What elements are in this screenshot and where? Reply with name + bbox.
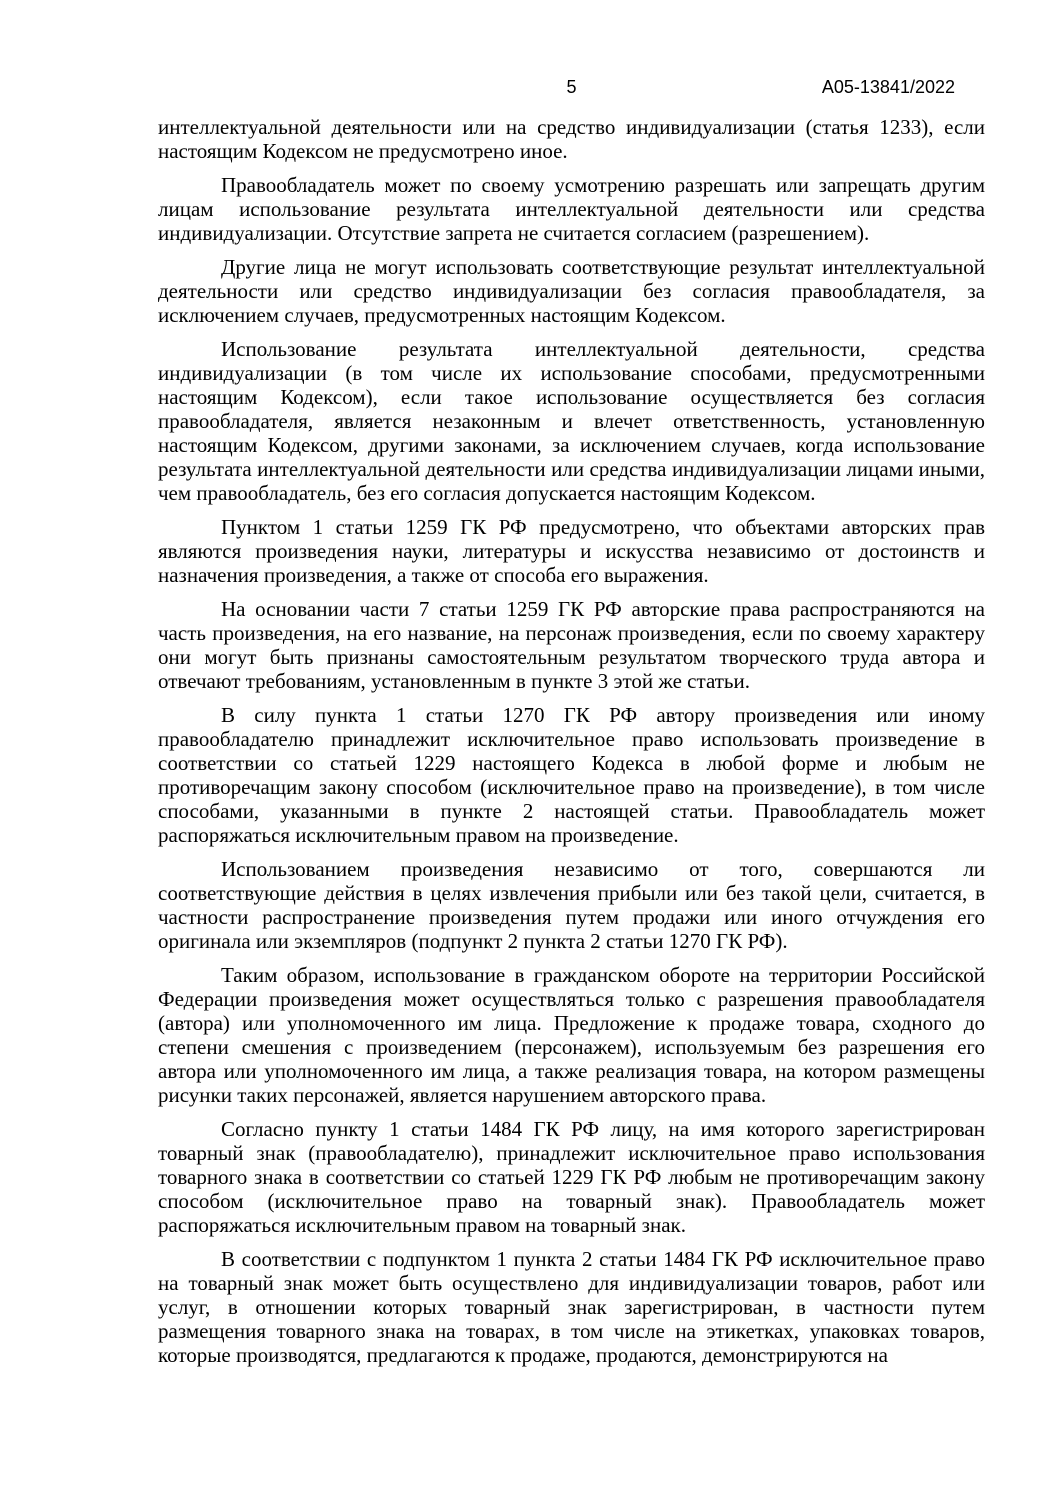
document-body <box>158 115 985 1367</box>
case-number: А05-13841/2022 <box>821 77 955 97</box>
page-header <box>158 77 985 98</box>
paragraph: Использование результата интеллектуальной деятельности, средства индивидуализации (в том числе их использование способами, предусмотренными настоящим Кодексом), если такое использование осуществляется без согласия правообладателя, является незаконным и влечет ответственность, установленную настоящим Кодексом, другими законами, за исключением случаев, когда использование результата интеллектуальной деятельности или средства индивидуализации лицами иными, чем правообладатель, без его согласия допускается настоящим Кодексом. <box>158 337 985 505</box>
paragraph: Таким образом, использование в гражданском обороте на территории Российской Федерации произведения может осуществляться только с разрешения правообладателя (автора) или уполномоченного им лица. Предложение к продаже товара, сходного до степени смешения с произведением (персонажем), используемым без разрешения его автора или уполномоченного им лица, а также реализация товара, на котором размещены рисунки таких персонажей, является нарушением авторского права. <box>158 963 985 1107</box>
paragraph: Правообладатель может по своему усмотрению разрешать или запрещать другим лицам использование результата интеллектуальной деятельности или средства индивидуализации. Отсутствие запрета не считается согласием (разрешением). <box>158 173 985 245</box>
paragraph: В соответствии с подпунктом 1 пункта 2 статьи 1484 ГК РФ исключительное право на товарный знак может быть осуществлено для индивидуализации товаров, работ или услуг, в отношении которых товарный знак зарегистрирован, в частности путем размещения товарного знака на товарах, в том числе на этикетках, упаковках товаров, которые производятся, предлагаются к продаже, продаются, демонстрируются на <box>158 1247 985 1367</box>
paragraph: На основании части 7 статьи 1259 ГК РФ авторские права распространяются на часть произведения, на его название, на персонаж произведения, если по своему характеру они могут быть признаны самостоятельным результатом творческого труда автора и отвечают требованиям, установленным в пункте 3 этой же статьи. <box>158 597 985 693</box>
page-content <box>158 77 985 1377</box>
paragraph: Другие лица не могут использовать соответствующие результат интеллектуальной деятельности или средство индивидуализации без согласия правообладателя, за исключением случаев, предусмотренных настоящим Кодексом. <box>158 255 985 327</box>
paragraph: Использованием произведения независимо от того, совершаются ли соответствующие действия в целях извлечения прибыли или без такой цели, считается, в частности распространение произведения путем продажи или иного отчуждения его оригинала или экземпляров (подпункт 2 пункта 2 статьи 1270 ГК РФ). <box>158 857 985 953</box>
paragraph: Пунктом 1 статьи 1259 ГК РФ предусмотрено, что объектами авторских прав являются произведения науки, литературы и искусства независимо от достоинств и назначения произведения, а также от способа его выражения. <box>158 515 985 587</box>
paragraph: Согласно пункту 1 статьи 1484 ГК РФ лицу, на имя которого зарегистрирован товарный знак (правообладателю), принадлежит исключительное право использования товарного знака в соответствии со статьей 1229 ГК РФ любым не противоречащим закону способом (исключительное право на товарный знак). Правообладатель может распоряжаться исключительным правом на товарный знак. <box>158 1117 985 1237</box>
page-number: 5 <box>566 77 577 97</box>
paragraph: интеллектуальной деятельности или на средство индивидуализации (статья 1233), если настоящим Кодексом не предусмотрено иное. <box>158 115 985 163</box>
paragraph: В силу пункта 1 статьи 1270 ГК РФ автору произведения или иному правообладателю принадлежит исключительное право использовать произведение в соответствии со статьей 1229 настоящего Кодекса в любой форме и любым не противоречащим закону способом (исключительное право на произведение), в том числе способами, указанными в пункте 2 настоящей статьи. Правообладатель может распоряжаться исключительным правом на произведение. <box>158 703 985 847</box>
